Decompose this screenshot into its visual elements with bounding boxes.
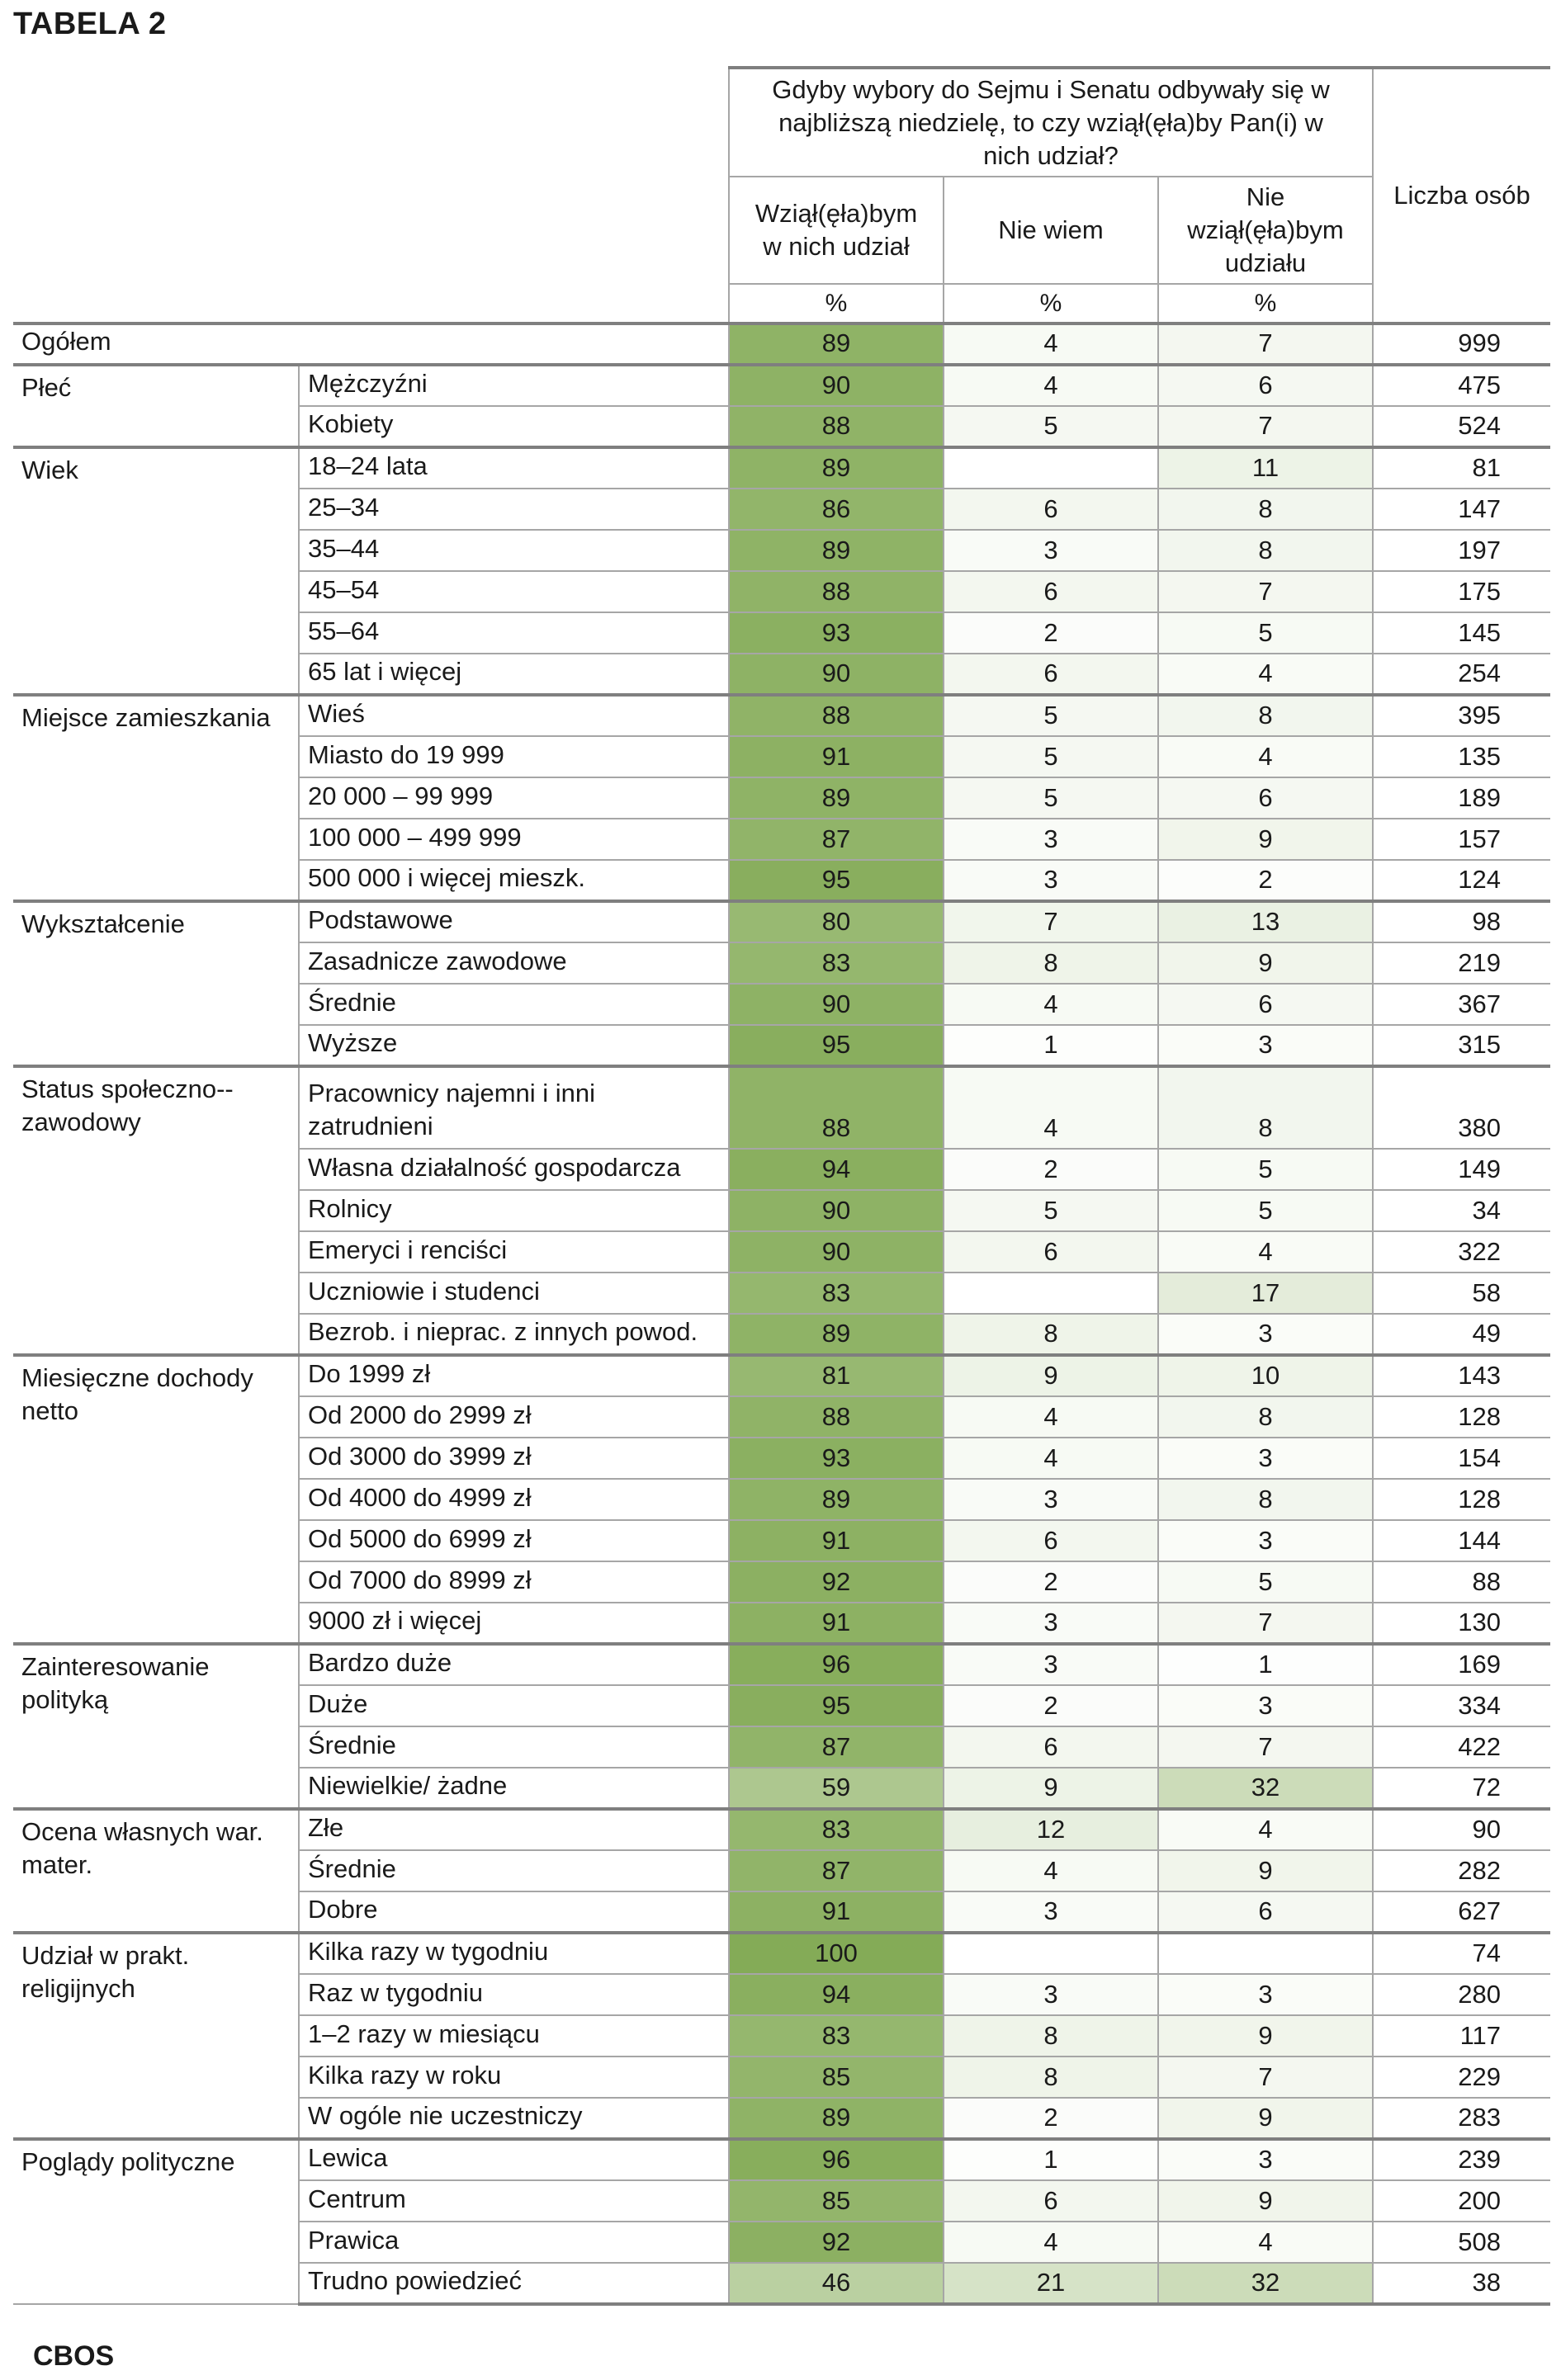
yes-value: 86 <box>729 489 944 530</box>
count-value: 34 <box>1373 1190 1550 1231</box>
yes-value: 100 <box>729 1933 944 1974</box>
count-value: 475 <box>1373 365 1550 406</box>
dont-know-value: 4 <box>944 984 1158 1025</box>
row-label: Od 5000 do 6999 zł <box>299 1520 729 1561</box>
yes-value: 89 <box>729 777 944 819</box>
row-label: Bardzo duże <box>299 1644 729 1685</box>
row-label: Średnie <box>299 1850 729 1891</box>
table-row <box>13 695 1550 736</box>
dont-know-value: 3 <box>944 819 1158 860</box>
dont-know-value: 4 <box>944 2222 1158 2263</box>
table-row <box>13 1933 1550 1974</box>
no-value: 9 <box>1158 2015 1373 2057</box>
dont-know-value: 3 <box>944 860 1158 901</box>
dont-know-value: 3 <box>944 1603 1158 1644</box>
yes-value: 88 <box>729 1396 944 1438</box>
row-label: Kilka razy w tygodniu <box>299 1933 729 1974</box>
dont-know-value: 5 <box>944 695 1158 736</box>
row-label: 25–34 <box>299 489 729 530</box>
group-label: Ocena własnych war. mater. <box>13 1809 299 1933</box>
count-value: 98 <box>1373 901 1550 942</box>
row-label: 55–64 <box>299 612 729 654</box>
dont-know-value: 6 <box>944 1726 1158 1768</box>
no-value: 4 <box>1158 736 1373 777</box>
count-value: 58 <box>1373 1273 1550 1314</box>
no-value: 7 <box>1158 1726 1373 1768</box>
row-label: Uczniowie i studenci <box>299 1273 729 1314</box>
yes-value: 81 <box>729 1355 944 1396</box>
group-label: Wiek <box>13 447 299 695</box>
row-label: Wyższe <box>299 1025 729 1066</box>
no-value: 4 <box>1158 1809 1373 1850</box>
unit-label: % <box>1158 284 1373 323</box>
row-label: Od 7000 do 8999 zł <box>299 1561 729 1603</box>
yes-header: Wziął(ęła)bym w nich udział <box>729 177 944 284</box>
no-value: 8 <box>1158 1396 1373 1438</box>
row-label: Centrum <box>299 2180 729 2222</box>
yes-value: 80 <box>729 901 944 942</box>
no-value: 3 <box>1158 1025 1373 1066</box>
table-row <box>13 365 1550 406</box>
row-label: Średnie <box>299 984 729 1025</box>
dont-know-value: 8 <box>944 2015 1158 2057</box>
dont-know-value <box>944 447 1158 489</box>
yes-value: 96 <box>729 1644 944 1685</box>
no-value <box>1158 1933 1373 1974</box>
count-value: 282 <box>1373 1850 1550 1891</box>
count-value: 128 <box>1373 1479 1550 1520</box>
no-value: 7 <box>1158 406 1373 447</box>
dont-know-value: 12 <box>944 1809 1158 1850</box>
count-value: 143 <box>1373 1355 1550 1396</box>
yes-value: 90 <box>729 984 944 1025</box>
dont-know-value: 2 <box>944 1685 1158 1726</box>
no-value: 9 <box>1158 942 1373 984</box>
group-label: Wykształcenie <box>13 901 299 1066</box>
row-label: Dobre <box>299 1891 729 1933</box>
no-value: 8 <box>1158 489 1373 530</box>
yes-value: 85 <box>729 2057 944 2098</box>
count-value: 315 <box>1373 1025 1550 1066</box>
dont-know-value: 4 <box>944 1850 1158 1891</box>
no-value: 8 <box>1158 695 1373 736</box>
row-label: Rolnicy <box>299 1190 729 1231</box>
group-label: Miesięczne dochody netto <box>13 1355 299 1644</box>
row-label: 100 000 – 499 999 <box>299 819 729 860</box>
yes-value: 92 <box>729 2222 944 2263</box>
count-value: 74 <box>1373 1933 1550 1974</box>
no-value: 1 <box>1158 1644 1373 1685</box>
row-label: 45–54 <box>299 571 729 612</box>
row-label: Lewica <box>299 2139 729 2180</box>
dont-know-value: 9 <box>944 1355 1158 1396</box>
survey-table <box>13 66 1550 2306</box>
count-value: 135 <box>1373 736 1550 777</box>
no-value: 4 <box>1158 2222 1373 2263</box>
yes-value: 95 <box>729 860 944 901</box>
yes-value: 83 <box>729 2015 944 2057</box>
yes-value: 83 <box>729 1273 944 1314</box>
group-label: Udział w prakt. religijnych <box>13 1933 299 2139</box>
count-value: 280 <box>1373 1974 1550 2015</box>
dont-know-value: 7 <box>944 901 1158 942</box>
yes-value: 95 <box>729 1025 944 1066</box>
count-value: 88 <box>1373 1561 1550 1603</box>
table-body <box>13 323 1550 2304</box>
yes-value: 59 <box>729 1768 944 1809</box>
count-value: 145 <box>1373 612 1550 654</box>
yes-value: 92 <box>729 1561 944 1603</box>
dont-know-value: 6 <box>944 1520 1158 1561</box>
row-label: 1–2 razy w miesiącu <box>299 2015 729 2057</box>
dont-know-value: 21 <box>944 2263 1158 2304</box>
yes-value: 91 <box>729 1891 944 1933</box>
no-value: 5 <box>1158 1190 1373 1231</box>
count-value: 239 <box>1373 2139 1550 2180</box>
count-value: 999 <box>1373 323 1550 365</box>
no-value: 7 <box>1158 323 1373 365</box>
yes-value: 88 <box>729 1066 944 1149</box>
yes-value: 91 <box>729 1520 944 1561</box>
count-value: 124 <box>1373 860 1550 901</box>
row-label: Bezrob. i nieprac. z innych powod. <box>299 1314 729 1355</box>
count-value: 90 <box>1373 1809 1550 1850</box>
no-value: 8 <box>1158 1066 1373 1149</box>
group-label: Ogółem <box>13 323 729 365</box>
yes-value: 95 <box>729 1685 944 1726</box>
row-label: Prawica <box>299 2222 729 2263</box>
count-value: 334 <box>1373 1685 1550 1726</box>
no-header: Nie wziął(ęła)bym udziału <box>1158 177 1373 284</box>
dont-know-value: 8 <box>944 1314 1158 1355</box>
yes-value: 88 <box>729 406 944 447</box>
count-value: 322 <box>1373 1231 1550 1273</box>
row-label: Raz w tygodniu <box>299 1974 729 2015</box>
no-value: 4 <box>1158 654 1373 695</box>
count-value: 380 <box>1373 1066 1550 1149</box>
no-value: 9 <box>1158 1850 1373 1891</box>
dont-know-value <box>944 1933 1158 1974</box>
dont-know-value: 5 <box>944 736 1158 777</box>
group-label: Płeć <box>13 365 299 447</box>
count-value: 147 <box>1373 489 1550 530</box>
yes-value: 90 <box>729 654 944 695</box>
dont-know-value: 1 <box>944 2139 1158 2180</box>
no-value: 8 <box>1158 530 1373 571</box>
row-label: Od 2000 do 2999 zł <box>299 1396 729 1438</box>
row-label: Średnie <box>299 1726 729 1768</box>
row-label: Mężczyźni <box>299 365 729 406</box>
table-row <box>13 1809 1550 1850</box>
yes-value: 89 <box>729 447 944 489</box>
no-value: 3 <box>1158 1314 1373 1355</box>
no-value: 5 <box>1158 1561 1373 1603</box>
dont-know-value: 8 <box>944 2057 1158 2098</box>
yes-value: 90 <box>729 365 944 406</box>
dont-know-value: 6 <box>944 571 1158 612</box>
count-value: 524 <box>1373 406 1550 447</box>
dont-know-value: 2 <box>944 1149 1158 1190</box>
yes-value: 83 <box>729 1809 944 1850</box>
dont-know-value: 2 <box>944 1561 1158 1603</box>
dont-know-value: 3 <box>944 1974 1158 2015</box>
table-row <box>13 1066 1550 1149</box>
row-label: 500 000 i więcej mieszk. <box>299 860 729 901</box>
count-value: 229 <box>1373 2057 1550 2098</box>
count-value: 395 <box>1373 695 1550 736</box>
yes-value: 88 <box>729 571 944 612</box>
row-label: Złe <box>299 1809 729 1850</box>
yes-value: 87 <box>729 819 944 860</box>
count-value: 38 <box>1373 2263 1550 2304</box>
row-label: Wieś <box>299 695 729 736</box>
dont-know-value: 5 <box>944 406 1158 447</box>
no-value: 32 <box>1158 1768 1373 1809</box>
row-label: Kilka razy w roku <box>299 2057 729 2098</box>
count-value: 169 <box>1373 1644 1550 1685</box>
count-value: 157 <box>1373 819 1550 860</box>
count-value: 283 <box>1373 2098 1550 2139</box>
count-value: 189 <box>1373 777 1550 819</box>
unit-label: % <box>944 284 1158 323</box>
row-label: Pracownicy najemni i inni zatrudnieni <box>299 1066 729 1149</box>
yes-value: 93 <box>729 612 944 654</box>
count-value: 175 <box>1373 571 1550 612</box>
count-value: 627 <box>1373 1891 1550 1933</box>
count-value: 200 <box>1373 2180 1550 2222</box>
row-label: Zasadnicze zawodowe <box>299 942 729 984</box>
row-label: 20 000 – 99 999 <box>299 777 729 819</box>
row-label: Do 1999 zł <box>299 1355 729 1396</box>
no-value: 6 <box>1158 365 1373 406</box>
count-value: 130 <box>1373 1603 1550 1644</box>
yes-value: 46 <box>729 2263 944 2304</box>
yes-value: 94 <box>729 1974 944 2015</box>
table-row <box>13 2139 1550 2180</box>
dont-know-value: 5 <box>944 777 1158 819</box>
count-value: 254 <box>1373 654 1550 695</box>
no-value: 7 <box>1158 571 1373 612</box>
table-row <box>13 323 1550 365</box>
yes-value: 89 <box>729 2098 944 2139</box>
yes-value: 87 <box>729 1726 944 1768</box>
row-label: 65 lat i więcej <box>299 654 729 695</box>
dont-know-value: 3 <box>944 1644 1158 1685</box>
row-label: W ogóle nie uczestniczy <box>299 2098 729 2139</box>
yes-value: 89 <box>729 323 944 365</box>
dont-know-value <box>944 1273 1158 1314</box>
row-label: Duże <box>299 1685 729 1726</box>
count-value: 197 <box>1373 530 1550 571</box>
dont-know-value: 6 <box>944 489 1158 530</box>
count-value: 154 <box>1373 1438 1550 1479</box>
group-label: Status społeczno--zawodowy <box>13 1066 299 1355</box>
dont-know-value: 2 <box>944 2098 1158 2139</box>
group-label: Miejsce zamieszkania <box>13 695 299 901</box>
count-value: 508 <box>1373 2222 1550 2263</box>
dont-know-value: 4 <box>944 1066 1158 1149</box>
source-label: CBOS <box>33 2340 115 2372</box>
no-value: 9 <box>1158 819 1373 860</box>
count-value: 149 <box>1373 1149 1550 1190</box>
header-corner <box>13 68 729 323</box>
no-value: 3 <box>1158 1974 1373 2015</box>
count-value: 49 <box>1373 1314 1550 1355</box>
table-row <box>13 1355 1550 1396</box>
no-value: 4 <box>1158 1231 1373 1273</box>
yes-value: 87 <box>729 1850 944 1891</box>
no-value: 3 <box>1158 1438 1373 1479</box>
count-header: Liczba osób <box>1373 68 1550 323</box>
table-row <box>13 447 1550 489</box>
no-value: 9 <box>1158 2098 1373 2139</box>
unit-label: % <box>729 284 944 323</box>
dont-know-header: Nie wiem <box>944 177 1158 284</box>
question-header: Gdyby wybory do Sejmu i Senatu odbywały się w najbliższą niedzielę, to czy wziął(ęła)by Pan(i) w nich udział? <box>729 68 1373 177</box>
dont-know-value: 6 <box>944 2180 1158 2222</box>
no-value: 8 <box>1158 1479 1373 1520</box>
count-value: 117 <box>1373 2015 1550 2057</box>
table-row <box>13 901 1550 942</box>
yes-value: 91 <box>729 736 944 777</box>
row-label: Emeryci i renciści <box>299 1231 729 1273</box>
no-value: 10 <box>1158 1355 1373 1396</box>
row-label: Niewielkie/ żadne <box>299 1768 729 1809</box>
dont-know-value: 3 <box>944 1891 1158 1933</box>
yes-value: 96 <box>729 2139 944 2180</box>
no-value: 3 <box>1158 2139 1373 2180</box>
count-value: 128 <box>1373 1396 1550 1438</box>
no-value: 6 <box>1158 984 1373 1025</box>
dont-know-value: 4 <box>944 365 1158 406</box>
no-value: 5 <box>1158 1149 1373 1190</box>
no-value: 11 <box>1158 447 1373 489</box>
no-value: 32 <box>1158 2263 1373 2304</box>
dont-know-value: 5 <box>944 1190 1158 1231</box>
count-value: 367 <box>1373 984 1550 1025</box>
dont-know-value: 4 <box>944 323 1158 365</box>
yes-value: 90 <box>729 1190 944 1231</box>
no-value: 17 <box>1158 1273 1373 1314</box>
yes-value: 89 <box>729 530 944 571</box>
row-label: Własna działalność gospodarcza <box>299 1149 729 1190</box>
row-label: Kobiety <box>299 406 729 447</box>
dont-know-value: 2 <box>944 612 1158 654</box>
yes-value: 89 <box>729 1479 944 1520</box>
row-label: 9000 zł i więcej <box>299 1603 729 1644</box>
dont-know-value: 1 <box>944 1025 1158 1066</box>
dont-know-value: 4 <box>944 1438 1158 1479</box>
group-label: Poglądy polityczne <box>13 2139 299 2304</box>
yes-value: 88 <box>729 695 944 736</box>
dont-know-value: 6 <box>944 654 1158 695</box>
yes-value: 94 <box>729 1149 944 1190</box>
no-value: 3 <box>1158 1685 1373 1726</box>
yes-value: 83 <box>729 942 944 984</box>
no-value: 9 <box>1158 2180 1373 2222</box>
yes-value: 85 <box>729 2180 944 2222</box>
yes-value: 93 <box>729 1438 944 1479</box>
yes-value: 89 <box>729 1314 944 1355</box>
dont-know-value: 3 <box>944 1479 1158 1520</box>
row-label: 18–24 lata <box>299 447 729 489</box>
row-label: Podstawowe <box>299 901 729 942</box>
no-value: 7 <box>1158 1603 1373 1644</box>
no-value: 6 <box>1158 777 1373 819</box>
no-value: 7 <box>1158 2057 1373 2098</box>
row-label: 35–44 <box>299 530 729 571</box>
row-label: Trudno powiedzieć <box>299 2263 729 2304</box>
count-value: 81 <box>1373 447 1550 489</box>
no-value: 2 <box>1158 860 1373 901</box>
no-value: 5 <box>1158 612 1373 654</box>
no-value: 6 <box>1158 1891 1373 1933</box>
row-label: Miasto do 19 999 <box>299 736 729 777</box>
count-value: 422 <box>1373 1726 1550 1768</box>
row-label: Od 4000 do 4999 zł <box>299 1479 729 1520</box>
table-row <box>13 1644 1550 1685</box>
dont-know-value: 3 <box>944 530 1158 571</box>
dont-know-value: 6 <box>944 1231 1158 1273</box>
count-value: 72 <box>1373 1768 1550 1809</box>
no-value: 13 <box>1158 901 1373 942</box>
dont-know-value: 8 <box>944 942 1158 984</box>
dont-know-value: 9 <box>944 1768 1158 1809</box>
yes-value: 91 <box>729 1603 944 1644</box>
count-value: 144 <box>1373 1520 1550 1561</box>
dont-know-value: 4 <box>944 1396 1158 1438</box>
row-label: Od 3000 do 3999 zł <box>299 1438 729 1479</box>
count-value: 219 <box>1373 942 1550 984</box>
group-label: Zainteresowanie polityką <box>13 1644 299 1809</box>
yes-value: 90 <box>729 1231 944 1273</box>
no-value: 3 <box>1158 1520 1373 1561</box>
table-title: TABELA 2 <box>13 7 167 41</box>
